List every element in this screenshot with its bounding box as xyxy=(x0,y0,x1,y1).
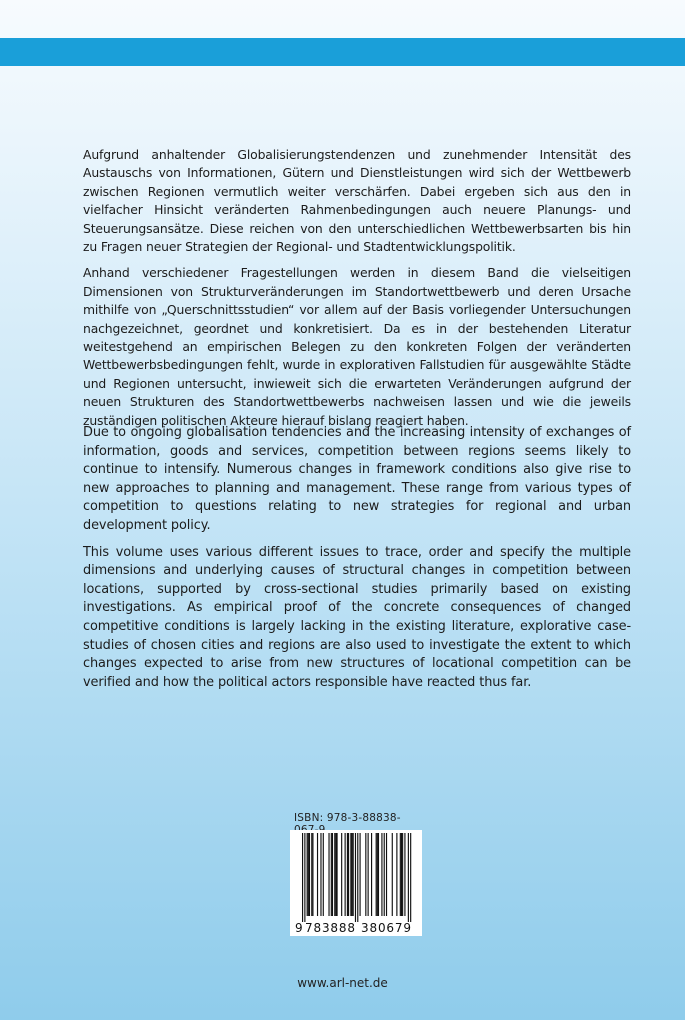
barcode-bar xyxy=(350,833,351,916)
german-paragraph-2: Anhand verschiedener Fragestellungen werden in diesem Band die vielseitigen Dimensionen von Strukturveränderungen im Standortwettbewerb und deren Ursache mithilfe von „Querschnittsstudien“ vor allem auf der Basis vorliegender Untersuchungen nachgezeichnet, geordnet und konkretisiert. Da es in der bestehenden Literatur weitestgehend an empirischen Belegen zu den konkreten Folgen der veränderten Wettbewerbsbedingungen fehlt, wurde in explorativen Fallstudien für ausgewählte Städte und Regionen untersucht, inwieweit sich die erwarteten Veränderungen aufgrund der neuen Strukturen des Standortwettbewerbs nachweisen lassen und wie die jeweils zuständigen politischen Akteure hierauf bislang reagiert haben. xyxy=(83,265,631,428)
barcode-bar xyxy=(384,833,385,916)
english-abstract xyxy=(83,424,631,700)
english-paragraph-2: This volume uses various different issues to trace, order and specify the multiple dimensions and underlying causes of structural changes in competition between locations, supported by cross-sectional studies primarily based on existing investigations. As empirical proof of the concrete consequences of changed competitive conditions is largely lacking in the existing literature, explorative case-studies of chosen cities and regions are also used to investigate the extent to which changes expected to arise from new structures of locational competition can be verified and how the political actors responsible have reacted thus far. xyxy=(83,544,631,690)
barcode-bar xyxy=(312,833,313,916)
barcode-bar xyxy=(347,833,348,916)
barcode-bar xyxy=(368,833,369,916)
barcode-bar xyxy=(341,833,342,916)
barcode-bar xyxy=(408,833,409,922)
barcode-bar xyxy=(323,833,324,916)
barcode-bar xyxy=(308,833,309,916)
barcode-bar xyxy=(351,833,352,916)
barcode-first-digit: 9 xyxy=(295,921,303,935)
barcode-bar xyxy=(378,833,379,916)
barcode-bar xyxy=(377,833,378,916)
isbn-barcode xyxy=(290,830,422,936)
barcode-bar xyxy=(302,833,303,922)
barcode-bar xyxy=(396,833,397,916)
barcode-bar xyxy=(331,833,332,916)
barcode-bar xyxy=(410,833,411,922)
german-abstract xyxy=(83,146,631,438)
barcode-bar xyxy=(320,833,321,916)
barcode-bar xyxy=(337,833,338,916)
barcode-bar xyxy=(311,833,312,916)
barcode-bar xyxy=(317,833,318,916)
german-paragraph-1: Aufgrund anhaltender Globalisierungstendenzen und zunehmender Intensität des Austauschs von Informationen, Gütern und Dienstleistungen wird sich der Wettbewerb zwischen Regionen vermutlich weiter verschärfen. Dabei ergeben sich aus den in vielfacher Hinsicht veränderten Rahmenbedingungen auch neuere Planungs- und Steuerungsansätze. Diese reichen von den unterschiedlichen Wettbewerbsarten bis hin zu Fragen neuer Strategien der Regional- und Stadtentwicklungspolitik. xyxy=(83,147,631,255)
header-color-bar xyxy=(0,38,685,66)
barcode-bar xyxy=(309,833,310,916)
barcode-left-digits: 783888 xyxy=(305,921,355,935)
barcode-bar xyxy=(360,833,361,916)
barcode-bar xyxy=(345,833,346,916)
barcode-bar xyxy=(328,833,329,916)
barcode-bar xyxy=(332,833,333,916)
isbn-label: ISBN: 978-3-88838- xyxy=(294,812,401,824)
website-url[interactable]: www.arl-net.de xyxy=(297,976,388,990)
barcode-bar xyxy=(402,833,403,916)
barcode-bar xyxy=(371,833,372,916)
barcode-bar xyxy=(304,833,305,922)
barcode-bar xyxy=(355,833,356,922)
barcode-bar xyxy=(365,833,366,916)
barcode-bar xyxy=(400,833,401,916)
barcode-bar xyxy=(353,833,354,916)
barcode-bar xyxy=(392,833,393,916)
barcode-bar xyxy=(357,833,358,922)
barcode-right-digits: 380679 xyxy=(361,921,411,935)
english-paragraph-1: Due to ongoing globalisation tendencies and the increasing intensity of exchanges of information, goods and services, competition between regions seems likely to continue to intensify. Numerous changes in framework conditions also give rise to new approaches to planning and management. These range from various types of competition to questions relating to new strategies for regional and urban development policy. xyxy=(83,425,631,533)
barcode-bar xyxy=(335,833,336,916)
barcode-bar xyxy=(386,833,387,916)
barcode-bar xyxy=(348,833,349,916)
barcode-bar xyxy=(401,833,402,916)
barcode-bar xyxy=(404,833,405,916)
barcode-bar xyxy=(334,833,335,916)
barcode-bar xyxy=(307,833,308,916)
barcode-bar xyxy=(381,833,382,916)
barcode-bar xyxy=(376,833,377,916)
